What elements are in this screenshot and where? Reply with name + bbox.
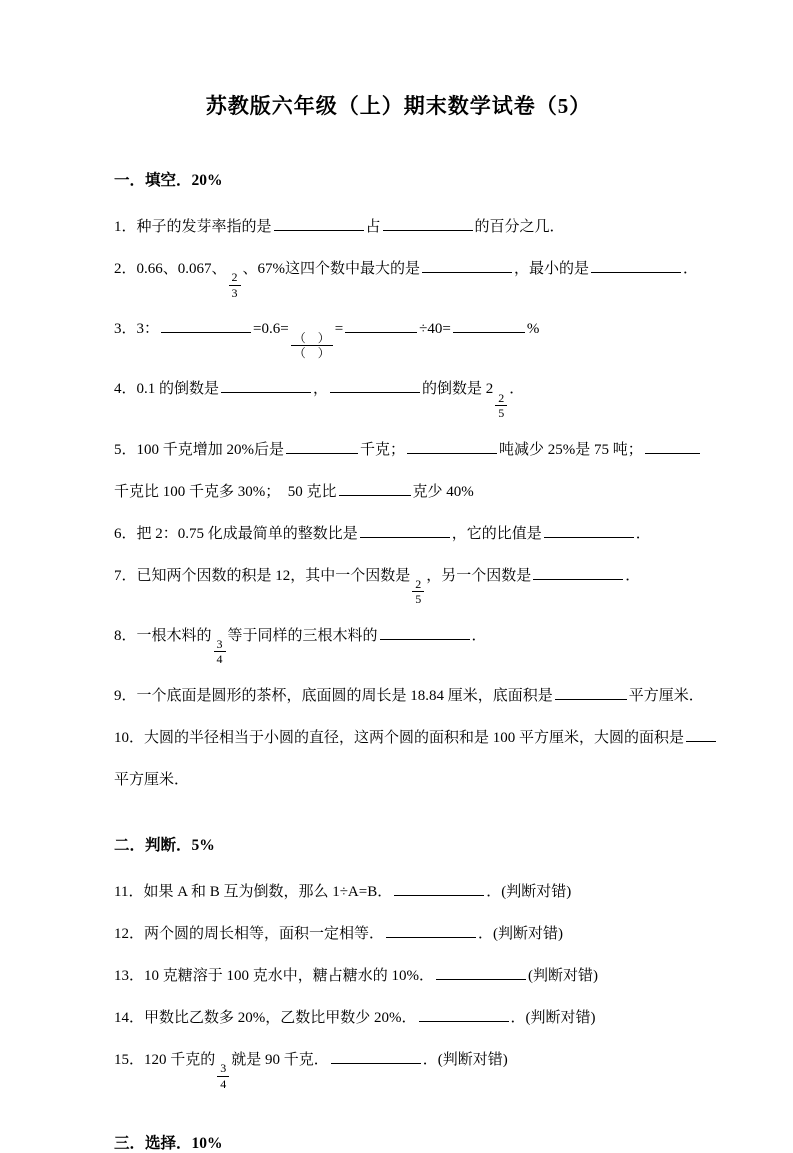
- question-12: [114, 921, 683, 947]
- question-text: ．: [509, 381, 525, 398]
- question-text: 千克比 100 千克多 30%； 50 克比: [114, 483, 337, 500]
- fraction-numerator: 3: [214, 637, 226, 652]
- fraction-numerator: 2: [229, 270, 241, 285]
- fraction-blank-parentheses: [291, 331, 333, 361]
- answer-blank: [555, 684, 627, 700]
- answer-blank: [345, 317, 417, 333]
- question-text: 千克；: [360, 441, 406, 458]
- question-text: ．(判断对错): [510, 1009, 596, 1026]
- question-text: ．: [635, 525, 651, 542]
- question-text: 吨减少 25%是 75 吨；: [499, 441, 643, 458]
- question-text: 占: [365, 219, 381, 235]
- answer-blank: [645, 438, 700, 454]
- answer-blank: [422, 257, 512, 273]
- question-1: [114, 214, 683, 240]
- question-text: 的倒数是 2: [422, 381, 494, 398]
- answer-blank: [533, 564, 623, 580]
- answer-blank: [383, 215, 473, 231]
- question-5-line-1: [114, 437, 683, 463]
- question-text: 、67%这四个数中最大的是: [242, 261, 421, 277]
- question-text: 3．3：: [114, 321, 160, 338]
- question-14: [114, 1005, 683, 1031]
- fraction-denominator: 4: [220, 1076, 227, 1091]
- fraction-numerator: （ ）: [291, 331, 333, 346]
- answer-blank: [360, 522, 450, 538]
- question-text: 10．大圆的半径相当于小圆的直径，这两个圆的面积和是 100 平方厘米，大圆的面积是: [114, 729, 685, 746]
- question-text: 13．10 克糖溶于 100 克水中，糖占糖水的 10%．: [114, 967, 434, 984]
- question-text: 9．一个底面是圆形的茶杯，底面圆的周长是 18.84 厘米，底面积是: [114, 687, 553, 704]
- question-13: [114, 963, 683, 989]
- answer-blank: [286, 438, 358, 454]
- question-text: ÷40=: [419, 321, 451, 338]
- answer-blank: [419, 1006, 509, 1022]
- question-8: [114, 623, 683, 667]
- question-text: 15．120 千克的: [114, 1051, 216, 1068]
- answer-blank: [274, 215, 364, 231]
- question-6: [114, 521, 683, 547]
- answer-blank: [221, 377, 311, 393]
- answer-blank: [380, 624, 470, 640]
- question-text: 11．如果 A 和 B 互为倒数，那么 1÷A=B．: [114, 883, 393, 900]
- fraction-two-thirds: [229, 270, 241, 300]
- section-heading-judgment: 二．判断．5%: [114, 836, 215, 854]
- question-text: =: [334, 321, 344, 338]
- question-text: =0.6=: [253, 321, 289, 338]
- fraction-two-fifths: [495, 391, 507, 421]
- answer-blank: [339, 480, 411, 496]
- question-11: [114, 879, 683, 905]
- fraction-denominator: （ ）: [293, 345, 330, 360]
- question-text: ．: [471, 627, 487, 644]
- question-text: (判断对错): [528, 967, 598, 984]
- answer-blank: [386, 922, 476, 938]
- question-text: 就是 90 千克．: [231, 1051, 329, 1068]
- question-text: ，最小的是: [514, 261, 590, 277]
- question-5-line-2: [114, 479, 683, 505]
- question-text: 2．0.66、0.067、: [114, 261, 227, 277]
- question-text: ．(判断对错): [422, 1051, 508, 1068]
- answer-blank: [407, 438, 497, 454]
- answer-blank: [591, 257, 681, 273]
- fraction-denominator: 5: [498, 406, 505, 421]
- answer-blank: [453, 317, 525, 333]
- fraction-denominator: 3: [231, 285, 238, 300]
- question-text: 7．已知两个因数的积是 12，其中一个因数是: [114, 567, 411, 584]
- page-title: 苏教版六年级（上）期末数学试卷（5）: [205, 94, 592, 118]
- question-text: 6．把 2：0.75 化成最简单的整数比是: [114, 525, 358, 542]
- question-7: [114, 563, 683, 607]
- fraction-numerator: 2: [495, 391, 507, 406]
- question-2: [114, 256, 699, 300]
- fraction-denominator: 5: [415, 592, 422, 607]
- question-text: ，它的比值是: [451, 525, 542, 542]
- question-text: 12．两个圆的周长相等，面积一定相等．: [114, 925, 385, 942]
- question-text: 14．甲数比乙数多 20%，乙数比甲数少 20%．: [114, 1009, 417, 1026]
- fraction-three-quarters: [217, 1061, 229, 1091]
- question-text: 克少 40%: [412, 483, 474, 500]
- answer-blank: [686, 726, 716, 742]
- question-3: [114, 316, 683, 360]
- question-10-line-2: [114, 767, 683, 793]
- answer-blank: [161, 317, 251, 333]
- fraction-numerator: 2: [412, 577, 424, 592]
- fraction-three-quarters: [214, 637, 226, 667]
- question-text: ．(判断对错): [486, 883, 572, 900]
- question-text: 等于同样的三根木料的: [227, 627, 378, 644]
- fraction-numerator: 3: [217, 1061, 229, 1076]
- question-text: ．: [683, 261, 699, 277]
- question-text: %: [526, 321, 540, 338]
- fraction-denominator: 4: [216, 652, 223, 667]
- question-15: [114, 1047, 683, 1091]
- question-text: 4．0.1 的倒数是: [114, 381, 220, 398]
- section-heading-fill-in: 一．填空．20%: [114, 172, 223, 189]
- question-4: [114, 376, 683, 420]
- question-text: 平方厘米．: [628, 687, 704, 704]
- question-text: 的百分之几．: [474, 219, 565, 235]
- question-9: [114, 683, 704, 709]
- question-text: ，另一个因数是: [426, 567, 532, 584]
- answer-blank: [394, 880, 484, 896]
- answer-blank: [331, 1048, 421, 1064]
- question-text: ．(判断对错): [478, 925, 564, 942]
- answer-blank: [436, 964, 526, 980]
- question-10-line-1: [114, 725, 683, 751]
- question-text: 8．一根木料的: [114, 627, 212, 644]
- section-heading-choice: 三．选择．10%: [114, 1135, 223, 1153]
- fraction-two-fifths: [412, 577, 424, 607]
- question-text: 1．种子的发芽率指的是: [114, 219, 272, 235]
- question-text: ，: [313, 381, 329, 398]
- question-text: ．: [625, 567, 641, 584]
- answer-blank: [330, 377, 420, 393]
- question-text: 平方厘米．: [114, 771, 190, 788]
- answer-blank: [544, 522, 634, 538]
- question-text: 5．100 千克增加 20%后是: [114, 441, 284, 458]
